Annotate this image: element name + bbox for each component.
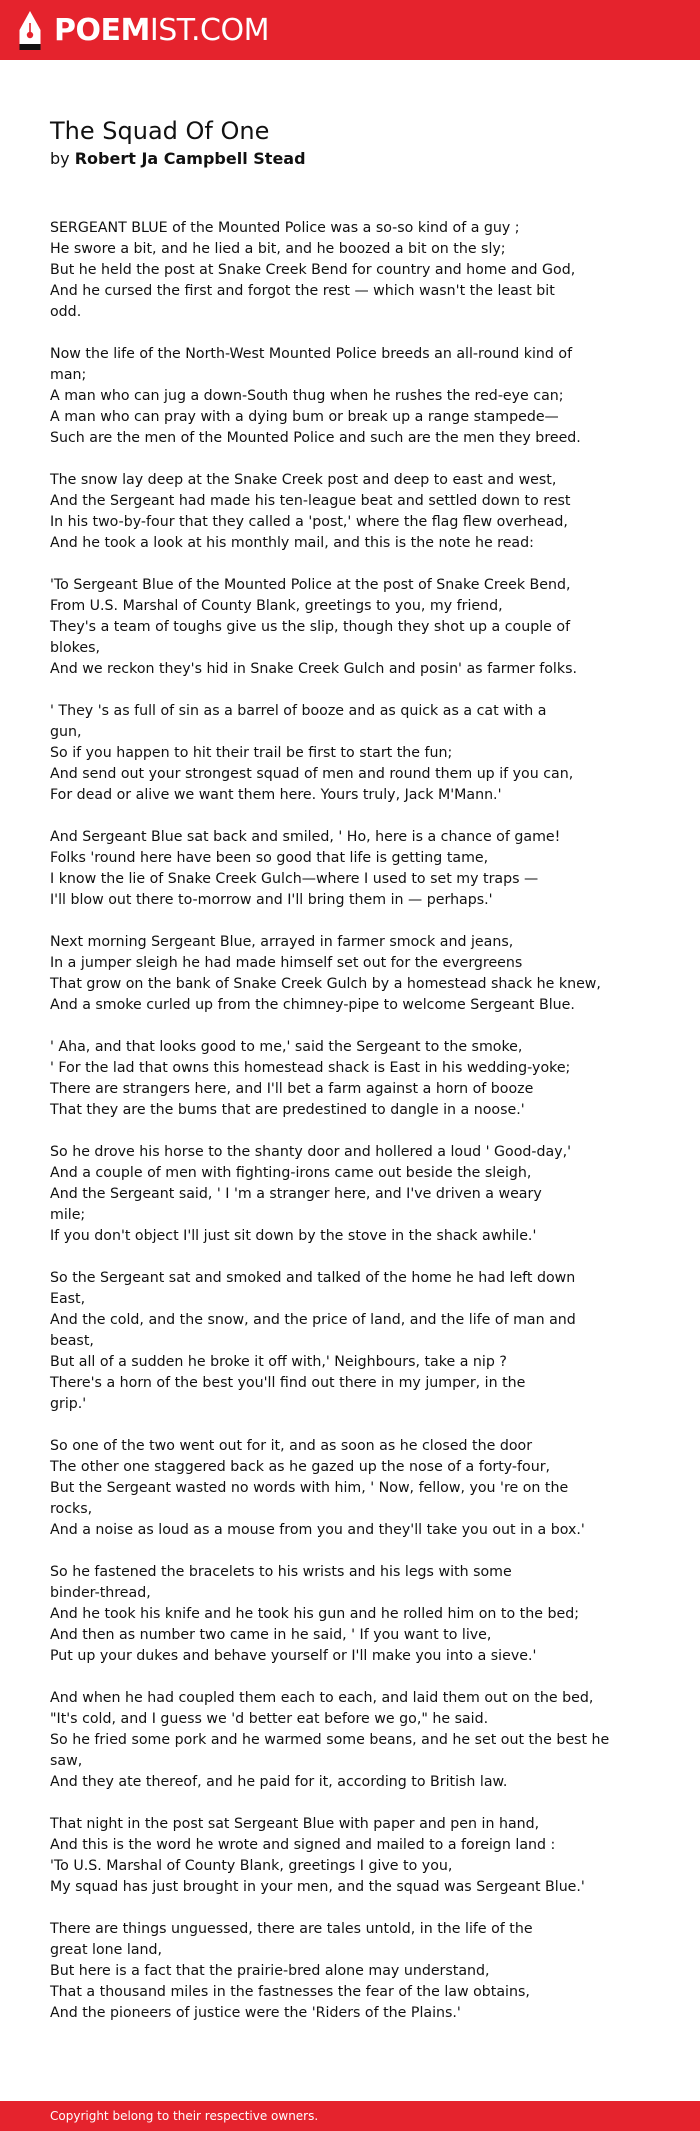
site-logo-link[interactable] <box>18 11 269 51</box>
poem-line: Now the life of the North-West Mounted Police breeds an all-round kind of <box>50 346 573 362</box>
poem-line: ' For the lad that owns this homestead shack is East in his wedding-yoke; <box>50 1060 571 1076</box>
poem-line: man; <box>50 367 87 383</box>
poem-line: So one of the two went out for it, and as soon as he closed the door <box>50 1438 533 1454</box>
poem-line: There are strangers here, and I'll bet a farm against a horn of booze <box>50 1081 534 1097</box>
poem-line: So if you happen to hit their trail be first to start the fun; <box>50 745 453 761</box>
poem-line: I'll blow out there to-morrow and I'll bring them in — perhaps.' <box>50 892 493 908</box>
logo-wordmark <box>54 11 269 51</box>
poem-line: If you don't object I'll just sit down by the stove in the shack awhile.' <box>50 1228 537 1244</box>
poem-line: And he cursed the first and forgot the rest — which wasn't the least bit <box>50 283 555 299</box>
poem-line: And the pioneers of justice were the 'Riders of the Plains.' <box>50 2005 461 2021</box>
poem-line: I know the lie of Snake Creek Gulch—where I used to set my traps — <box>50 871 539 887</box>
poem-line: But all of a sudden he broke it off with,' Neighbours, take a nip ? <box>50 1354 507 1370</box>
poem-line: The other one staggered back as he gazed up the nose of a forty-four, <box>50 1459 551 1475</box>
poem-line: And this is the word he wrote and signed and mailed to a foreign land : <box>50 1837 556 1853</box>
poem-line: The snow lay deep at the Snake Creek post and deep to east and west, <box>50 472 557 488</box>
poem-line: So he fastened the bracelets to his wrists and his legs with some <box>50 1564 512 1580</box>
poem-line: There are things unguessed, there are tales untold, in the life of the <box>50 1921 533 1937</box>
pen-nib-icon <box>18 11 42 51</box>
poem-line: But here is a fact that the prairie-bred alone may understand, <box>50 1963 490 1979</box>
poem-line: So the Sergeant sat and smoked and talked of the home he had left down <box>50 1270 576 1286</box>
stanza <box>50 1142 610 1247</box>
poem-line: But the Sergeant wasted no words with him, ' Now, fellow, you 're on the <box>50 1480 569 1496</box>
poem-line: A man who can pray with a dying bum or break up a range stampede— <box>50 409 559 425</box>
poem-line: And they ate thereof, and he paid for it, according to British law. <box>50 1774 508 1790</box>
logo-text-bold: POEM <box>54 13 150 48</box>
poem-line: And we reckon they's hid in Snake Creek Gulch and posin' as farmer folks. <box>50 661 577 677</box>
stanza <box>50 701 610 806</box>
poem-line: And he took his knife and he took his gun and he rolled him on to the bed; <box>50 1606 579 1622</box>
poem-line: "It's cold, and I guess we 'd better eat before we go," he said. <box>50 1711 489 1727</box>
stanza <box>50 1919 610 2024</box>
poem-line: saw, <box>50 1753 83 1769</box>
stanza <box>50 1268 610 1415</box>
poem-line: Folks 'round here have been so good that life is getting tame, <box>50 850 489 866</box>
poem-line: From U.S. Marshal of County Blank, greetings to you, my friend, <box>50 598 503 614</box>
poem-line: And a couple of men with fighting-irons came out beside the sleigh, <box>50 1165 532 1181</box>
poem-line: My squad has just brought in your men, and the squad was Sergeant Blue.' <box>50 1879 585 1895</box>
poem-line: And Sergeant Blue sat back and smiled, ' Ho, here is a chance of game! <box>50 829 561 845</box>
poem-line: But he held the post at Snake Creek Bend for country and home and God, <box>50 262 576 278</box>
poem-line: And the cold, and the snow, and the price of land, and the life of man and <box>50 1312 576 1328</box>
poem-line: ' They 's as full of sin as a barrel of booze and as quick as a cat with a <box>50 703 547 719</box>
poem-line: gun, <box>50 724 82 740</box>
poem-line: 'To Sergeant Blue of the Mounted Police at the post of Snake Creek Bend, <box>50 577 571 593</box>
poem-header <box>50 116 610 170</box>
stanza <box>50 1814 610 1898</box>
poem-line: And the Sergeant said, ' I 'm a stranger here, and I've driven a weary <box>50 1186 542 1202</box>
poem-line: rocks, <box>50 1501 93 1517</box>
stanza <box>50 1037 610 1121</box>
poem-line: They's a team of toughs give us the slip, though they shot up a couple of <box>50 619 571 635</box>
logo-text-light: IST.COM <box>149 13 269 48</box>
poem-line: 'To U.S. Marshal of County Blank, greetings I give to you, <box>50 1858 453 1874</box>
poem-line: And send out your strongest squad of men and round them up if you can, <box>50 766 574 782</box>
poem-line: In a jumper sleigh he had made himself set out for the evergreens <box>50 955 523 971</box>
poem-line: SERGEANT BLUE of the Mounted Police was a so-so kind of a guy ; <box>50 220 520 236</box>
poem-line: There's a horn of the best you'll find out there in my jumper, in the <box>50 1375 526 1391</box>
poem-line: That they are the bums that are predestined to dangle in a noose.' <box>50 1102 525 1118</box>
poem-line: So he drove his horse to the shanty door and hollered a loud ' Good-day,' <box>50 1144 572 1160</box>
stanza <box>50 932 610 1016</box>
poem-line: And he took a look at his monthly mail, and this is the note he read: <box>50 535 534 551</box>
byline <box>50 148 610 170</box>
poem-line: beast, <box>50 1333 94 1349</box>
poem-line: binder-thread, <box>50 1585 151 1601</box>
poem-body <box>50 218 610 2045</box>
copyright-text: Copyright belong to their respective owners. <box>50 2109 319 2123</box>
poem-line: ' Aha, and that looks good to me,' said the Sergeant to the smoke, <box>50 1039 523 1055</box>
poem-line: odd. <box>50 304 82 320</box>
poem-line: And then as number two came in he said, ' If you want to live, <box>50 1627 492 1643</box>
poem-line: Next morning Sergeant Blue, arrayed in farmer smock and jeans, <box>50 934 514 950</box>
stanza <box>50 218 610 323</box>
poem-line: That night in the post sat Sergeant Blue with paper and pen in hand, <box>50 1816 540 1832</box>
poem-line: And the Sergeant had made his ten-league beat and settled down to rest <box>50 493 571 509</box>
stanza <box>50 1436 610 1541</box>
poem-line: For dead or alive we want them here. Yours truly, Jack M'Mann.' <box>50 787 502 803</box>
poem-line: mile; <box>50 1207 86 1223</box>
poem-line: grip.' <box>50 1396 87 1412</box>
poem-line: And when he had coupled them each to each, and laid them out on the bed, <box>50 1690 594 1706</box>
poem-line: Put up your dukes and behave yourself or I'll make you into a sieve.' <box>50 1648 537 1664</box>
stanza <box>50 1688 610 1793</box>
poem-line: blokes, <box>50 640 100 656</box>
stanza <box>50 1562 610 1667</box>
poem-line: That grow on the bank of Snake Creek Gulch by a homestead shack he knew, <box>50 976 601 992</box>
poem-line: East, <box>50 1291 86 1307</box>
author-link[interactable]: Robert Ja Campbell Stead <box>74 149 306 168</box>
stanza <box>50 344 610 449</box>
site-footer <box>0 2101 700 2131</box>
poem-line: That a thousand miles in the fastnesses the fear of the law obtains, <box>50 1984 530 2000</box>
poem-line: Such are the men of the Mounted Police and such are the men they breed. <box>50 430 581 446</box>
poem-title: The Squad Of One <box>50 117 270 145</box>
stanza <box>50 575 610 680</box>
poem-line: And a smoke curled up from the chimney-pipe to welcome Sergeant Blue. <box>50 997 575 1013</box>
poem-line: In his two-by-four that they called a 'post,' where the flag flew overhead, <box>50 514 568 530</box>
site-header <box>0 0 700 60</box>
poem-line: A man who can jug a down-South thug when he rushes the red-eye can; <box>50 388 564 404</box>
byline-prefix: by <box>50 149 70 168</box>
poem-line: great lone land, <box>50 1942 163 1958</box>
stanza <box>50 827 610 911</box>
poem-line: And a noise as loud as a mouse from you and they'll take you out in a box.' <box>50 1522 585 1538</box>
poem-line: So he fried some pork and he warmed some beans, and he set out the best he <box>50 1732 610 1748</box>
stanza <box>50 470 610 554</box>
poem-line: He swore a bit, and he lied a bit, and he boozed a bit on the sly; <box>50 241 506 257</box>
